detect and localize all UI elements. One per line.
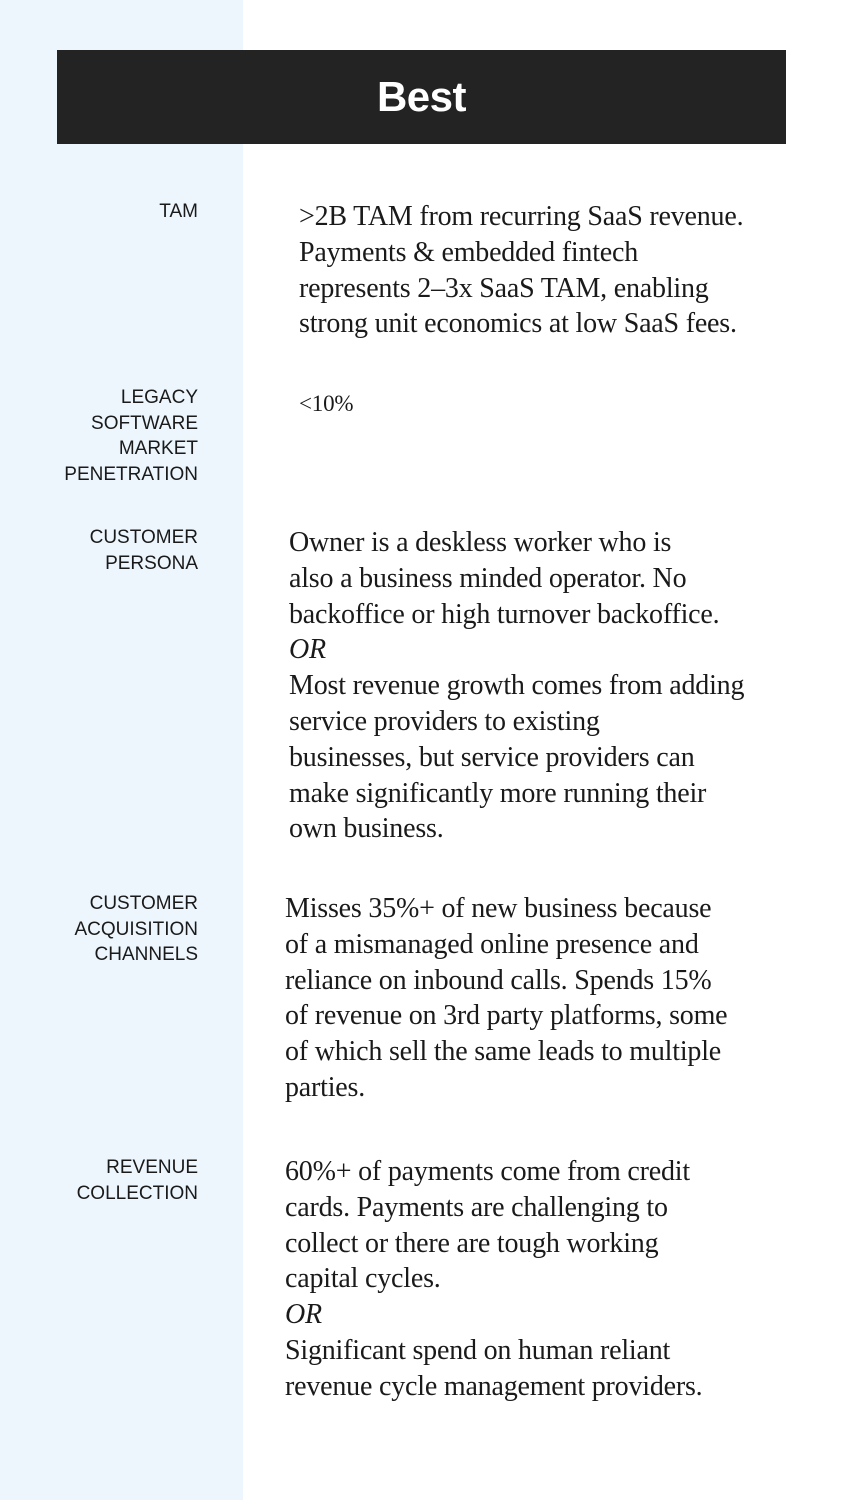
row-label-line: REVENUE	[106, 1157, 198, 1178]
row-label-line: PERSONA	[105, 552, 198, 574]
row-value-line: cards. Payments are challenging to	[285, 1191, 668, 1223]
row-label-line: CHANNELS	[94, 944, 198, 965]
row-value-line: Most revenue growth comes from adding	[289, 670, 745, 702]
row-value-line: Owner is a deskless worker who is	[289, 527, 672, 558]
label-column-background	[0, 0, 243, 1500]
row-label-tam	[159, 199, 198, 225]
row-label-line: COLLECTION	[76, 1182, 198, 1204]
row-value-line: of which sell the same leads to multiple	[285, 1036, 722, 1068]
row-value-line: also a business minded operator. No	[289, 562, 687, 594]
row-value-customer-persona	[289, 525, 744, 847]
row-label-line: TAM	[159, 201, 198, 222]
row-value-revenue-collection	[285, 1154, 702, 1405]
row-value-line: businesses, but service providers can	[289, 741, 695, 773]
row-label-revenue-collection	[77, 1155, 198, 1206]
row-value-line: Misses 35%+ of new business because	[285, 893, 712, 924]
row-label-line: CUSTOMER	[89, 893, 198, 914]
row-label-line: ACQUISITION	[74, 918, 198, 940]
row-value-line: Significant spend on human reliant	[285, 1334, 671, 1366]
row-value-line: Payments & embedded fintech	[299, 236, 639, 268]
row-value-line: 60%+ of payments come from credit	[285, 1156, 690, 1187]
row-value-line-or: OR	[289, 634, 326, 666]
row-label-acquisition-channels	[74, 891, 198, 968]
row-value-line: service providers to existing	[289, 705, 600, 737]
row-label-legacy-penetration	[64, 385, 198, 487]
row-value-line: parties.	[285, 1071, 366, 1103]
row-value-line-or: OR	[285, 1299, 322, 1331]
row-value-line: of revenue on 3rd party platforms, some	[285, 1000, 728, 1032]
header-banner	[57, 50, 786, 144]
row-label-customer-persona	[90, 525, 198, 576]
row-value-legacy-penetration	[299, 389, 353, 419]
row-value-line: capital cycles.	[285, 1263, 441, 1295]
row-value-line: reliance on inbound calls. Spends 15%	[285, 964, 712, 996]
row-value-acquisition-channels	[285, 891, 727, 1106]
row-value-line: represents 2–3x SaaS TAM, enabling	[299, 272, 709, 304]
row-value-line: >2B TAM from recurring SaaS revenue.	[299, 201, 744, 232]
row-value-line: <10%	[299, 391, 354, 416]
row-value-line: strong unit economics at low SaaS fees.	[299, 308, 737, 340]
row-value-line: make significantly more running their	[289, 777, 707, 809]
page-title: Best	[376, 73, 467, 120]
row-value-line: backoffice or high turnover backoffice.	[289, 598, 720, 630]
row-label-line: MARKET	[118, 438, 198, 459]
row-label-line: SOFTWARE	[91, 412, 198, 434]
row-value-line: revenue cycle management providers.	[285, 1370, 703, 1402]
row-value-tam	[299, 199, 743, 342]
row-value-line: collect or there are tough working	[285, 1227, 659, 1259]
row-label-line: LEGACY	[120, 387, 198, 408]
row-label-line: PENETRATION	[64, 463, 198, 485]
row-value-line: of a mismanaged online presence and	[285, 928, 699, 960]
row-label-line: CUSTOMER	[89, 527, 198, 548]
row-value-line: own business.	[289, 813, 444, 845]
